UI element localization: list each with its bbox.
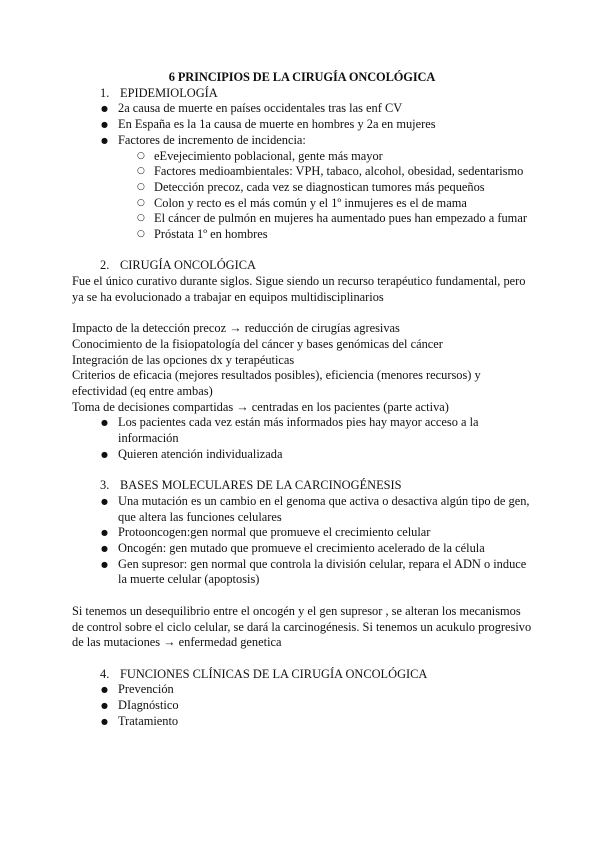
section-number: 3. <box>100 478 110 493</box>
section-heading-cirugia <box>72 258 532 274</box>
bullet-list <box>72 415 532 462</box>
sub-list-item: ○ Factores medioambientales: VPH, tabaco, alcohol, obesidad, sedentarismo <box>72 164 532 180</box>
list-item: ● Prevención <box>72 682 532 698</box>
section-heading-bases-moleculares <box>72 478 532 494</box>
section-number: 1. <box>100 85 110 100</box>
text-line: Integración de las opciones dx y terapéuticas <box>72 352 295 367</box>
bullet-list <box>72 682 532 729</box>
section-title: EPIDEMIOLOGÍA <box>120 85 218 100</box>
list-item: ● Tratamiento <box>72 714 532 730</box>
section-heading-funciones <box>72 667 532 683</box>
sub-list-item: ○ Próstata 1º en hombres <box>72 227 532 243</box>
list-item: ● Gen supresor: gen normal que controla la división celular, repara el ADN o induce la muerte celular (apoptosis) <box>72 557 532 588</box>
list-item: ● Factores de incremento de incidencia: <box>72 133 532 149</box>
bullet-list <box>72 494 532 588</box>
sub-list-item: ○ eEvejecimiento poblacional, gente más mayor <box>72 149 532 165</box>
section-title: BASES MOLECULARES DE LA CARCINOGÉNESIS <box>120 478 402 493</box>
text-line: Criterios de eficacia (mejores resultados posibles), eficiencia (menores recursos) y efectividad (eq entre ambas) <box>72 368 481 399</box>
list-item: ● En España es la 1a causa de muerte en hombres y 2a en mujeres <box>72 117 532 133</box>
section-number: 2. <box>100 258 110 273</box>
list-item: ● 2a causa de muerte en países occidentales tras las enf CV <box>72 101 532 117</box>
text-line: Toma de decisiones compartidas → centradas en los pacientes (parte activa) <box>72 399 449 414</box>
document-page <box>72 70 532 729</box>
section-number: 4. <box>100 666 110 681</box>
list-item: ● Protooncogen:gen normal que promueve el crecimiento celular <box>72 525 532 541</box>
section-heading-epidemiologia <box>72 86 532 102</box>
paragraph: Fue el único curativo durante siglos. Sigue siendo un recurso terapéutico fundamental, pero ya se ha evolucionado a trabajar en equipos multidisciplinarios <box>72 274 526 304</box>
list-item: ● Quieren atención individualizada <box>72 447 532 463</box>
paragraph: Si tenemos un desequilibrio entre el oncogén y el gen supresor , se alteran los mecanismos de control sobre el ciclo celular, se dará la carcinogénesis. Si tenemos un acukulo progresivo de las mutaciones → enfermedad genetica <box>72 603 532 650</box>
sub-list-item: ○ Colon y recto es el más común y el 1º inmujeres es el de mama <box>72 196 532 212</box>
list-item: ● Una mutación es un cambio en el genoma que activa o desactiva algún tipo de gen, que altera las funciones celulares <box>72 494 532 525</box>
section-title: FUNCIONES CLÍNICAS DE LA CIRUGÍA ONCOLÓGICA <box>120 666 428 681</box>
list-item: ● Los pacientes cada vez están más informados pies hay mayor acceso a la información <box>72 415 532 446</box>
sub-list-item: ○ El cáncer de pulmón en mujeres ha aumentado pues han empezado a fumar <box>72 211 532 227</box>
section-title: CIRUGÍA ONCOLÓGICA <box>120 258 256 273</box>
list-item: ● DIagnóstico <box>72 698 532 714</box>
list-item: ● Oncogén: gen mutado que promueve el crecimiento acelerado de la célula <box>72 541 532 557</box>
page-title: 6 PRINCIPIOS DE LA CIRUGÍA ONCOLÓGICA <box>168 70 436 84</box>
bullet-list <box>72 101 532 242</box>
text-line: Conocimiento de la fisiopatología del cáncer y bases genómicas del cáncer <box>72 336 443 351</box>
text-line: Impacto de la detección precoz → reducción de cirugías agresivas <box>72 321 400 336</box>
sub-list-item: ○ Detección precoz, cada vez se diagnostican tumores más pequeños <box>72 180 532 196</box>
